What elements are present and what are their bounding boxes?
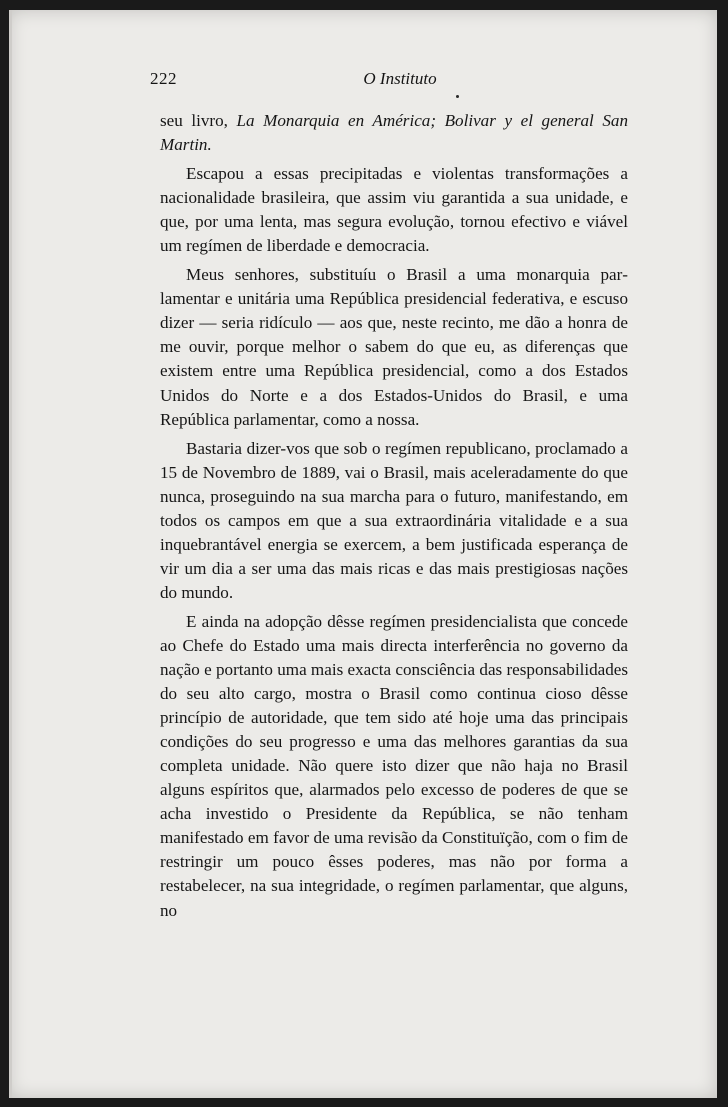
paragraph: E ainda na adopção dêsse regímen presidencialista que concede ao Chefe do Estado uma mais directa interferência no governo da nação e portanto uma mais exacta consciência das responsabilidades do seu alto cargo, mostra o Brasil como continua cioso dêsse princípio de autoridade, que tem sido até hoje uma das principais condições do seu progresso e uma das melhores garantias da sua completa unidade. Não quere isto dizer que não haja no Brasil alguns espíritos que, alarmados pelo excesso de poderes de que se acha investido o Presidente da República, se não tenham manifestado em favor de uma revisão da Constituïção, com o fim de restringir um pouco êsses poderes, mas não por forma a restabelecer, na sua integridade, o regímen parlamentar, que alguns, no — [160, 611, 628, 920]
paragraph-text: seu livro, — [160, 111, 237, 130]
running-title: O Instituto — [363, 69, 437, 88]
paragraph: Meus senhores, substituíu o Brasil a uma monarquia parlamentar e unitária uma República presidencial federativa, e escuso dizer — seria ridículo — aos que, neste recinto, me dão a honra de me ouvir, porque melhor o sabem do que eu, as diferenças que existem entre uma República presidencial, como a dos Estados Unidos do Norte e a dos Estados-Unidos do Brasil, e uma República parlamentar, como a nossa. — [160, 265, 628, 429]
paragraph: Bastaria dizer-vos que sob o regímen republicano, proclamado a 15 de Novembro de 1889, vai o Brasil, mais aceleradamente do que nunca, proseguindo na sua marcha para o futuro, manifestando, em todos os campos em que a sua extraordinária vitalidade e a sua inquebrantável energia se exercem, a bem justificada esperança de vir um dia a ser uma das mais ricas e das mais prestigiosas nações do mundo. — [160, 438, 628, 602]
body-text — [160, 109, 628, 923]
paragraph-continuation — [160, 109, 628, 157]
ink-speck — [456, 95, 459, 98]
paragraph: Escapou a essas precipitadas e violentas transformações a nacionalidade brasileira, que assim viu garantida a sua unidade, e que, por uma lenta, mas segura evolução, tornou efectivo e viável um regímen de liberdade e democracia. — [160, 164, 628, 256]
page-number: 222 — [150, 69, 177, 88]
page-header — [150, 69, 630, 93]
scan-edge — [9, 10, 12, 1098]
book-title-italic: La Monarquia en América; Bolivar y el general San Martin. — [160, 111, 628, 155]
